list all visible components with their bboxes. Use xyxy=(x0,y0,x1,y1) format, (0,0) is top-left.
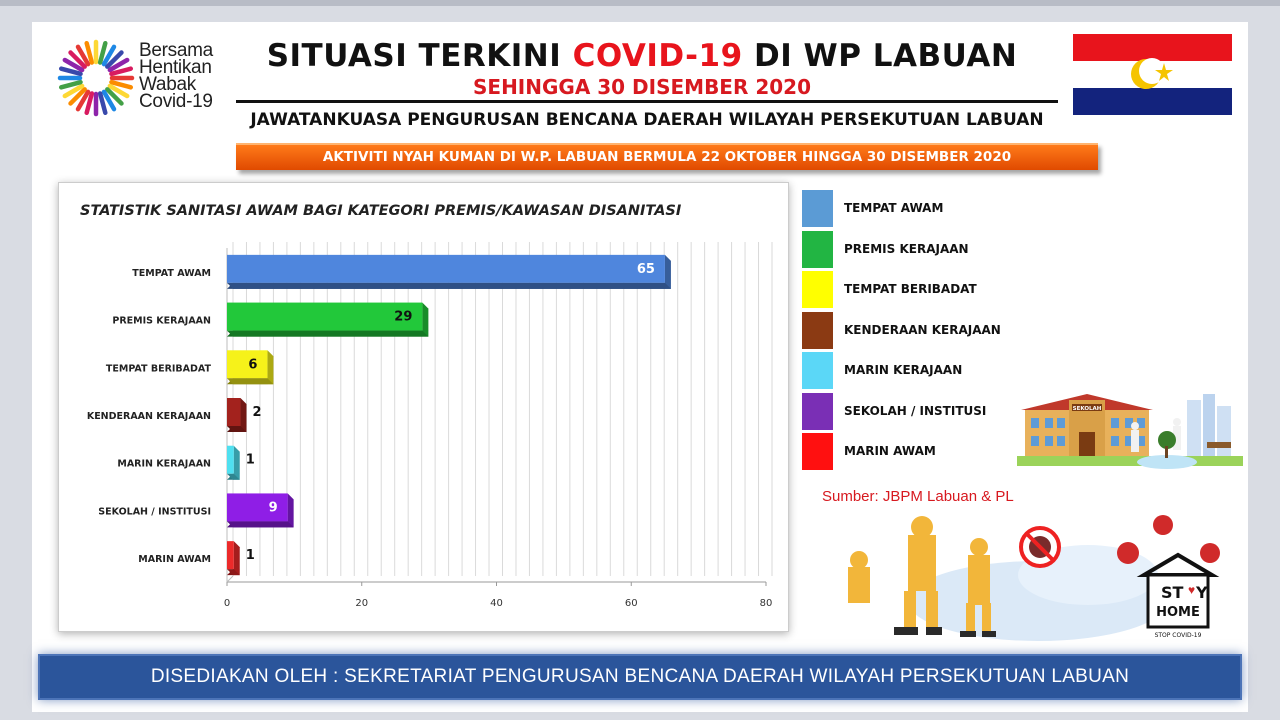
legend-item xyxy=(802,352,1018,389)
logo-line-1: Bersama xyxy=(139,40,213,61)
legend-item xyxy=(802,393,1018,430)
stay-home-y: Y xyxy=(1196,583,1208,602)
stay-home-st: ST xyxy=(1161,583,1184,602)
legend-label: MARIN KERAJAAN xyxy=(844,363,963,377)
x-tick-label: 0 xyxy=(223,598,231,609)
committee-name: JAWATANKUASA PENGURUSAN BENCANA DAERAH WILAYAH PERSEKUTUAN LABUAN xyxy=(250,110,1044,130)
bar xyxy=(227,446,234,474)
school-sanitizing-illustration-icon xyxy=(1017,386,1243,484)
bar xyxy=(227,303,422,331)
bar-side-face xyxy=(422,303,428,337)
legend-item xyxy=(802,231,1018,268)
logo-line-3: Wabak xyxy=(139,74,196,95)
legend-swatch xyxy=(802,433,833,470)
activity-banner: AKTIVITI NYAH KUMAN DI W.P. LABUAN BERMULA 22 OKTOBER HINGGA 30 DISEMBER 2020 xyxy=(236,143,1098,170)
legend-swatch xyxy=(802,190,833,227)
bar-lower-face xyxy=(227,331,428,337)
data-label: 29 xyxy=(394,309,413,325)
data-label: 6 xyxy=(248,357,258,373)
bar xyxy=(227,398,240,426)
page-title xyxy=(262,38,1022,74)
legend-swatch xyxy=(802,352,833,389)
logo-line-2: Hentikan xyxy=(139,57,212,78)
legend-label: PREMIS KERAJAAN xyxy=(844,241,969,256)
x-tick-label: 60 xyxy=(624,598,638,609)
x-tick-label: 40 xyxy=(490,598,503,609)
bar-lower-face xyxy=(227,283,671,289)
bar xyxy=(227,255,665,283)
bar-lower-face xyxy=(227,378,273,384)
bar xyxy=(227,350,267,378)
legend-label: TEMPAT BERIBADAT xyxy=(844,282,977,296)
bar-side-face xyxy=(665,255,671,289)
legend-swatch xyxy=(802,271,833,308)
legend-swatch xyxy=(802,231,833,268)
legend-label: TEMPAT AWAM xyxy=(844,201,944,215)
chart-title: STATISTIK SANITASI AWAM BAGI KATEGORI PREMIS/KAWASAN DISANITASI xyxy=(80,203,682,219)
category-label: KENDERAAN KERAJAAN xyxy=(86,411,211,422)
footer-banner: DISEDIAKAN OLEH : SEKRETARIAT PENGURUSAN BENCANA DAERAH WILAYAH PERSEKUTUAN LABUAN xyxy=(38,654,1242,700)
data-label: 1 xyxy=(245,548,255,564)
data-label: 65 xyxy=(636,261,655,277)
title-part-2: DI WP LABUAN xyxy=(742,38,1018,74)
title-highlight: COVID-19 xyxy=(572,38,743,74)
data-label: 2 xyxy=(252,405,262,420)
legend-label: SEKOLAH / INSTITUSI xyxy=(844,403,987,418)
school-sign: SEKOLAH xyxy=(1072,406,1102,412)
heart-icon: ♥ xyxy=(1188,583,1196,597)
sanitation-bar-chart xyxy=(58,182,789,632)
data-label: 1 xyxy=(245,452,255,468)
bar xyxy=(227,493,288,521)
x-tick-label: 80 xyxy=(759,598,773,609)
category-label: SEKOLAH / INSTITUSI xyxy=(98,506,211,518)
page-subtitle: SEHINGGA 30 DISEMBER 2020 xyxy=(473,75,811,99)
stay-home-home: HOME xyxy=(1156,605,1200,620)
bar xyxy=(227,541,234,569)
logo-line-4: Covid-19 xyxy=(139,91,213,112)
chart-legend xyxy=(802,190,1018,472)
legend-swatch xyxy=(802,393,833,430)
title-part-1: SITUASI TERKINI xyxy=(266,38,573,74)
legend-swatch xyxy=(802,312,833,349)
category-label: MARIN KERAJAAN xyxy=(117,458,211,470)
legend-item xyxy=(802,433,1018,470)
category-label: TEMPAT AWAM xyxy=(132,267,211,279)
legend-item xyxy=(802,190,1018,227)
bar-lower-face xyxy=(227,521,294,527)
legend-item xyxy=(802,271,1018,308)
category-label: PREMIS KERAJAAN xyxy=(112,315,211,327)
data-source: Sumber: JBPM Labuan & PL xyxy=(822,488,1014,505)
stay-home-stop: STOP COVID-19 xyxy=(1154,632,1202,639)
category-label: TEMPAT BERIBADAT xyxy=(105,363,211,375)
legend-item xyxy=(802,312,1018,349)
legend-label: MARIN AWAM xyxy=(844,444,936,458)
category-label: MARIN AWAM xyxy=(138,554,211,566)
title-divider xyxy=(236,100,1058,103)
legend-label: KENDERAAN KERAJAAN xyxy=(844,322,1001,337)
data-label: 9 xyxy=(268,500,278,516)
x-tick-label: 20 xyxy=(355,598,369,609)
top-bar xyxy=(0,0,1280,6)
labuan-flag-icon xyxy=(1073,34,1232,115)
disinfection-workers-illustration-icon xyxy=(808,505,1238,645)
logo-text xyxy=(139,42,213,110)
